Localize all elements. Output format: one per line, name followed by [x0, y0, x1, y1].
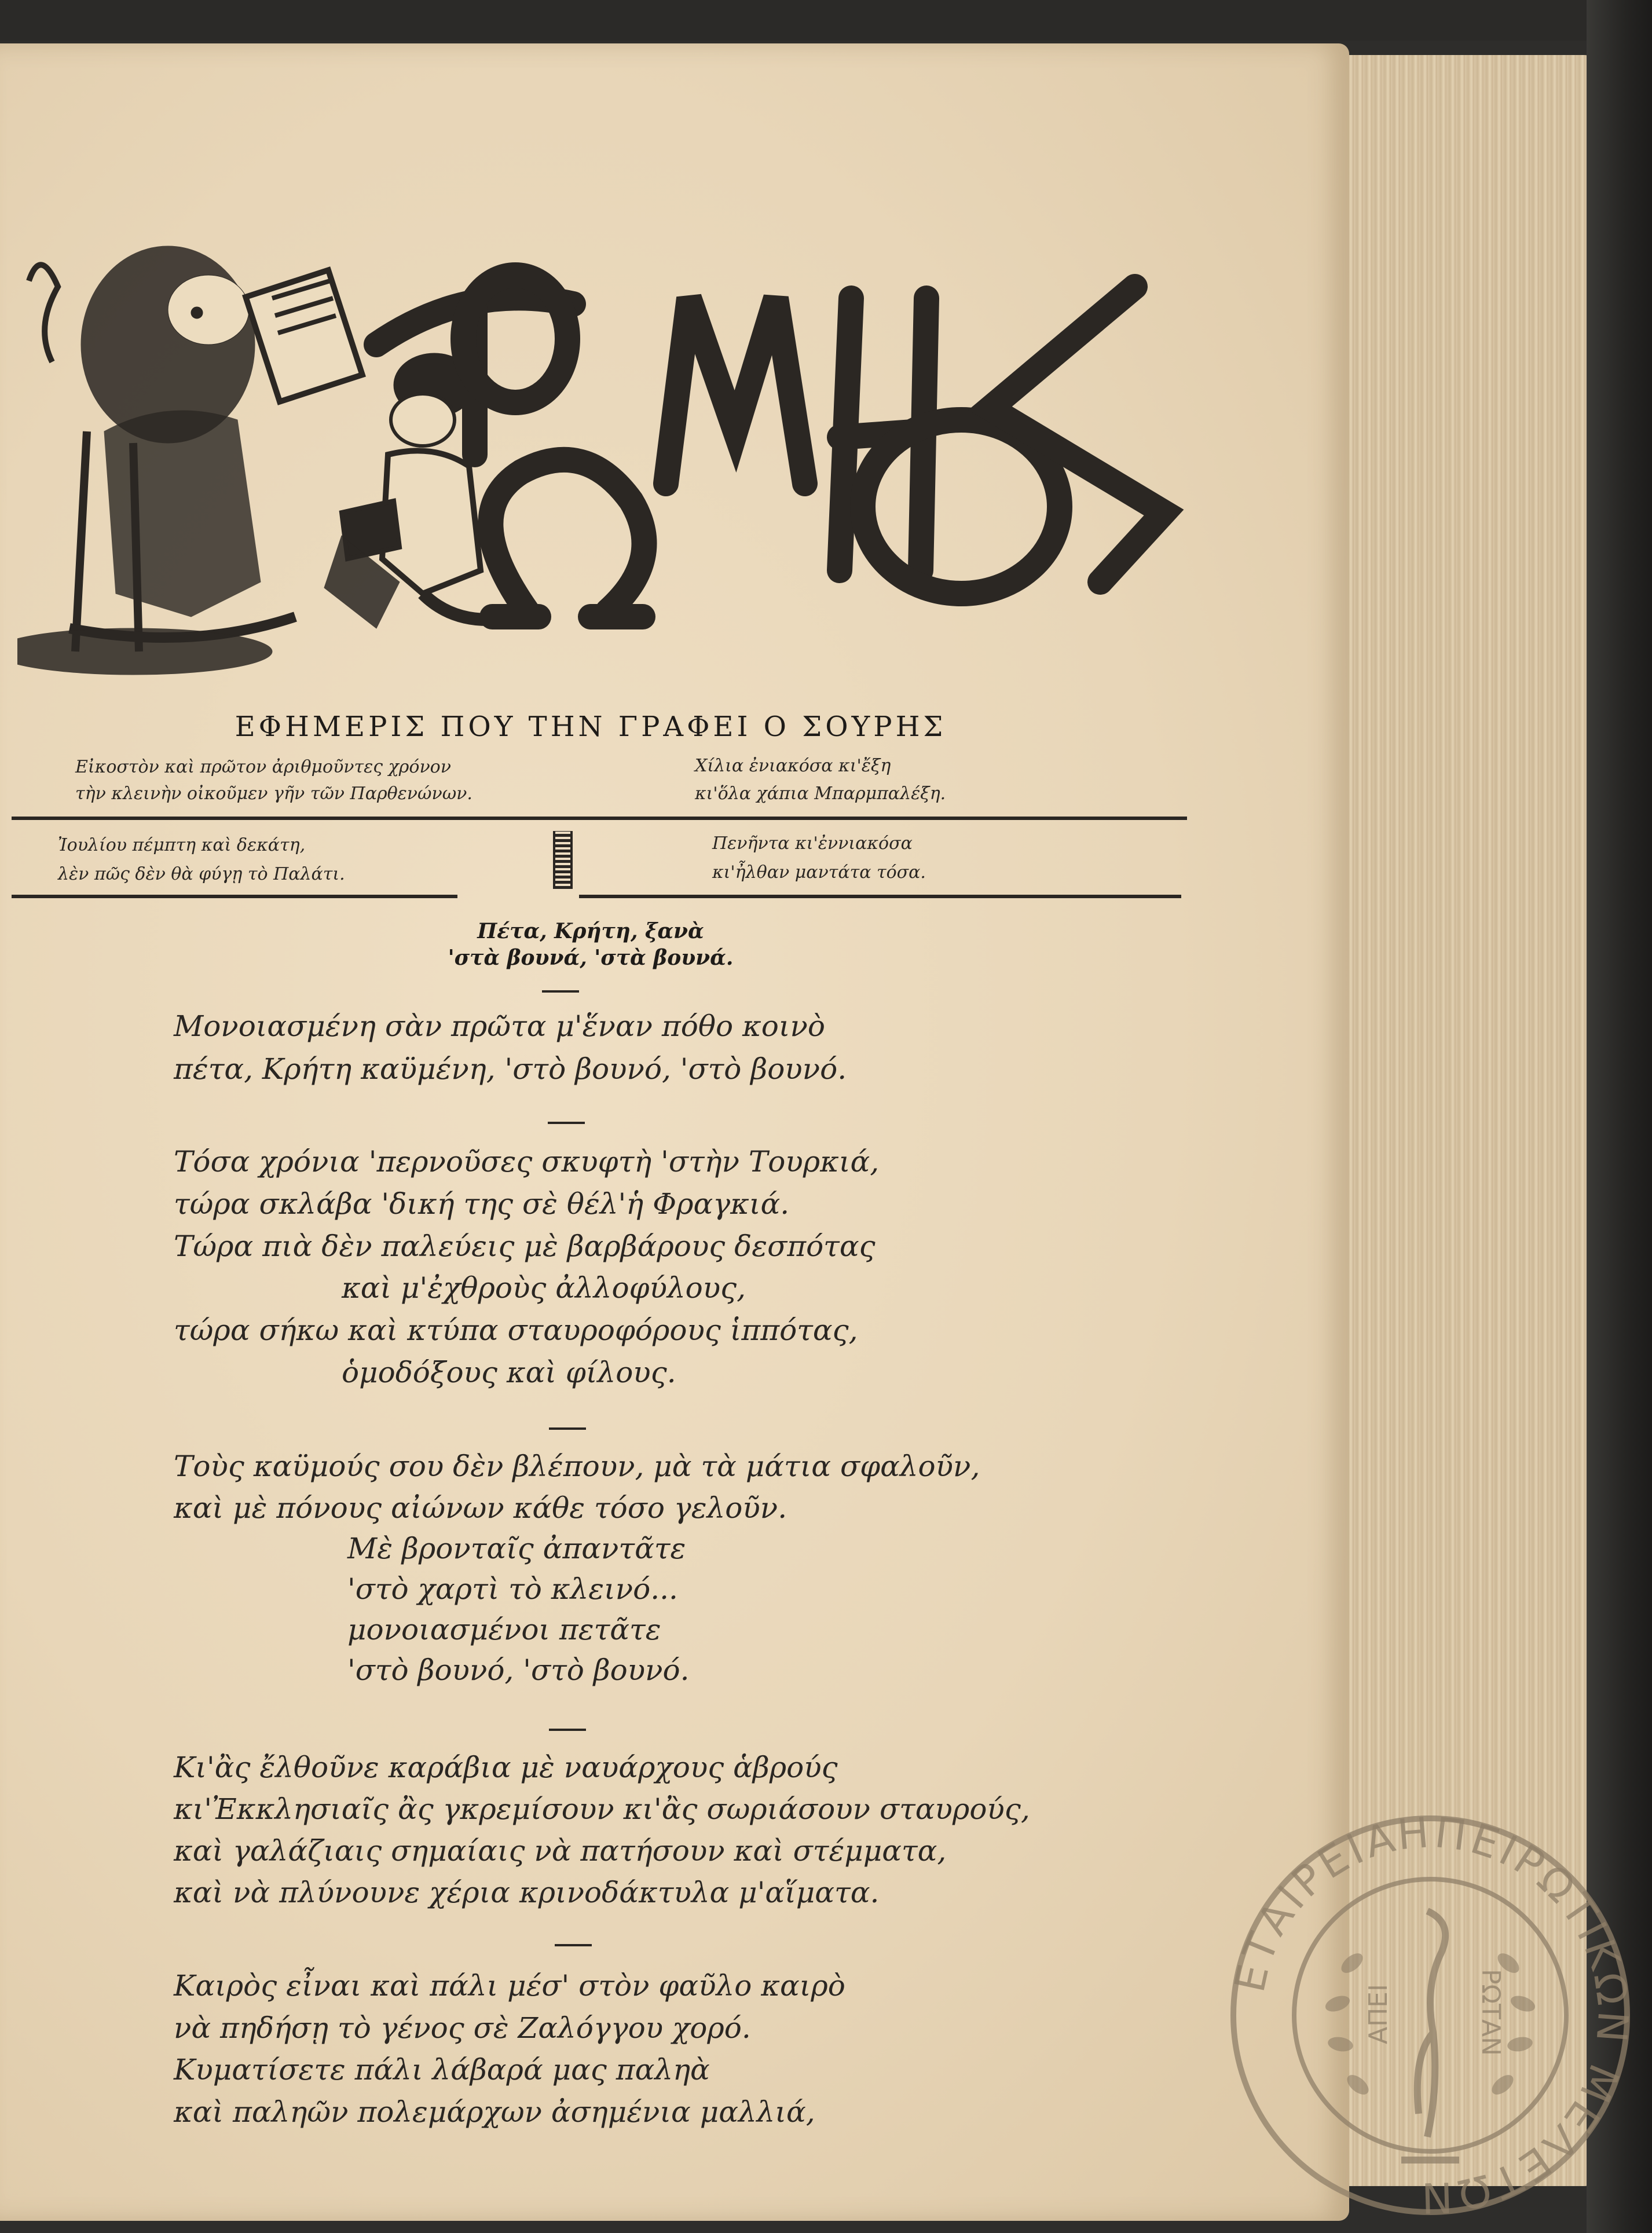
header-left-bottom-line-1: Ἰουλίου πέμπτη καὶ δεκάτη,	[58, 835, 306, 855]
poem-line: τώρα σκλάβα 'δική της σὲ θέλ'ἡ Φραγκιά.	[174, 1187, 790, 1221]
header-rule-top	[12, 817, 1187, 820]
header-ornament	[553, 831, 573, 889]
section-divider	[555, 1944, 592, 1946]
poem-line: Τώρα πιὰ δὲν παλεύεις μὲ βαρβάρους δεσπότας	[174, 1229, 876, 1263]
poem-line: νὰ πηδήσῃ τὸ γένος σὲ Ζαλόγγου χορό.	[174, 2011, 751, 2045]
section-divider	[549, 1729, 586, 1731]
poem-line: μονοιασμένοι πετᾶτε	[347, 1613, 661, 1646]
svg-text:ΕΤΑΙΡΕΙΑ	[1228, 1813, 1403, 1996]
masthead-illustration	[17, 211, 1199, 686]
poem-line: καὶ γαλάζιαις σημαίαις νὰ πατήσουν καὶ στέμματα,	[174, 1834, 947, 1868]
poem-line: καὶ μ'ἐχθροὺς ἀλλοφύλους,	[342, 1271, 746, 1305]
poem-line: καὶ παληῶν πολεμάρχων ἀσημένια μαλλιά,	[174, 2095, 815, 2129]
poem-line: Κι'ἂς ἔλθοῦνε καράβια μὲ ναυάρχους ἁβρούς	[174, 1751, 838, 1784]
poem-line: καὶ νὰ πλύνουνε χέρια κρινοδάκτυλα μ'αἵματα.	[174, 1876, 880, 1909]
library-stamp	[1228, 1813, 1633, 2218]
stamp-outer-text: ΗΠΕΙΡΩΤΙΚΩΝ ΜΕΛΕΤΩΝ	[1395, 1813, 1633, 2218]
header-left-bottom-line-2: λὲν πῶς δὲν θὰ φύγῃ τὸ Παλάτι.	[58, 864, 345, 884]
poem-line: κι'Ἐκκλησιαῖς ἂς γκρεμίσουν κι'ἂς σωριάσουν σταυρούς,	[174, 1792, 1030, 1826]
poem-line: Τοὺς καϋμούς σου δὲν βλέπουν, μὰ τὰ μάτια σφαλοῦν,	[174, 1449, 980, 1483]
poem-line: Καιρὸς εἶναι καὶ πάλι μέσ' στὸν φαῦλο καιρὸ	[174, 1969, 845, 2003]
binding-cloth-top	[0, 0, 1652, 41]
header-rule-bottom-left	[12, 895, 457, 898]
tagline: ΕΦΗΜΕΡΙΣ ΠΟΥ ΤΗΝ ΓΡΑΦΕΙ Ο ΣΟΥΡΗΣ	[235, 711, 947, 743]
poem-title-line-2: 'στὰ βουνά, 'στὰ βουνά.	[448, 946, 734, 970]
poem-line: ὁμοδόξους καὶ φίλους.	[342, 1356, 676, 1389]
header-right-top-line-2: κι'ὅλα χάπια Μπαρμπαλέξη.	[695, 784, 946, 804]
section-divider	[548, 1122, 585, 1124]
section-divider	[542, 990, 579, 993]
header-left-top-line-1: Εἰκοστὸν καὶ πρῶτον ἀριθμοῦντες χρόνον	[75, 757, 451, 777]
poem-line: Τόσα χρόνια 'περνοῦσες σκυφτὴ 'στὴν Τουρκιά,	[174, 1145, 880, 1178]
poem-line: 'στὸ χαρτὶ τὸ κλεινό...	[347, 1572, 678, 1606]
section-divider	[549, 1427, 586, 1430]
poem-line: Κυματίσετε πάλι λάβαρά μας παληὰ	[174, 2053, 710, 2086]
masthead-title-letters	[376, 275, 1164, 617]
stamp-bird-icon	[1401, 1911, 1459, 2160]
header-right-top-line-1: Χίλια ἐνιακόσα κι'ἔξη	[695, 756, 891, 776]
poem-line: Μὲ βρονταῖς ἀπαντᾶτε	[347, 1532, 686, 1565]
stamp-outer-left: ΕΤΑΙΡΕΙΑ	[1228, 1813, 1404, 1997]
poem-line: τώρα σήκω καὶ κτύπα σταυροφόρους ἱππότας,	[174, 1313, 858, 1347]
stamp-inner-right: ΡΩΤΑΝ	[1476, 1969, 1506, 2056]
stamp-inner-left: ΑΠΕΙ	[1364, 1984, 1393, 2044]
poem-line: καὶ μὲ πόνους αἰώνων κάθε τόσο γελοῦν.	[174, 1491, 787, 1525]
poem-line: 'στὸ βουνό, 'στὸ βουνό.	[347, 1653, 690, 1687]
old-man-illustration	[17, 246, 362, 675]
header-right-bottom-line-2: κι'ἦλθαν μαντάτα τόσα.	[712, 862, 926, 883]
masthead	[17, 211, 1199, 686]
poem-line: πέτα, Κρήτη καϋμένη, 'στὸ βουνό, 'στὸ βουνό.	[174, 1052, 847, 1086]
header-left-top-line-2: τὴν κλεινὴν οἰκοῦμεν γῆν τῶν Παρθενώνων.	[75, 784, 472, 804]
header-rule-bottom-right	[579, 895, 1181, 898]
poem-title-line-1: Πέτα, Κρήτη, ξανὰ	[477, 919, 704, 943]
newspaper-page	[0, 43, 1349, 2221]
poem-line: Μονοιασμένη σὰν πρῶτα μ'ἕναν πόθο κοινὸ	[174, 1009, 825, 1043]
header-right-bottom-line-1: Πενῆντα κι'ἐννιακόσα	[712, 833, 913, 854]
